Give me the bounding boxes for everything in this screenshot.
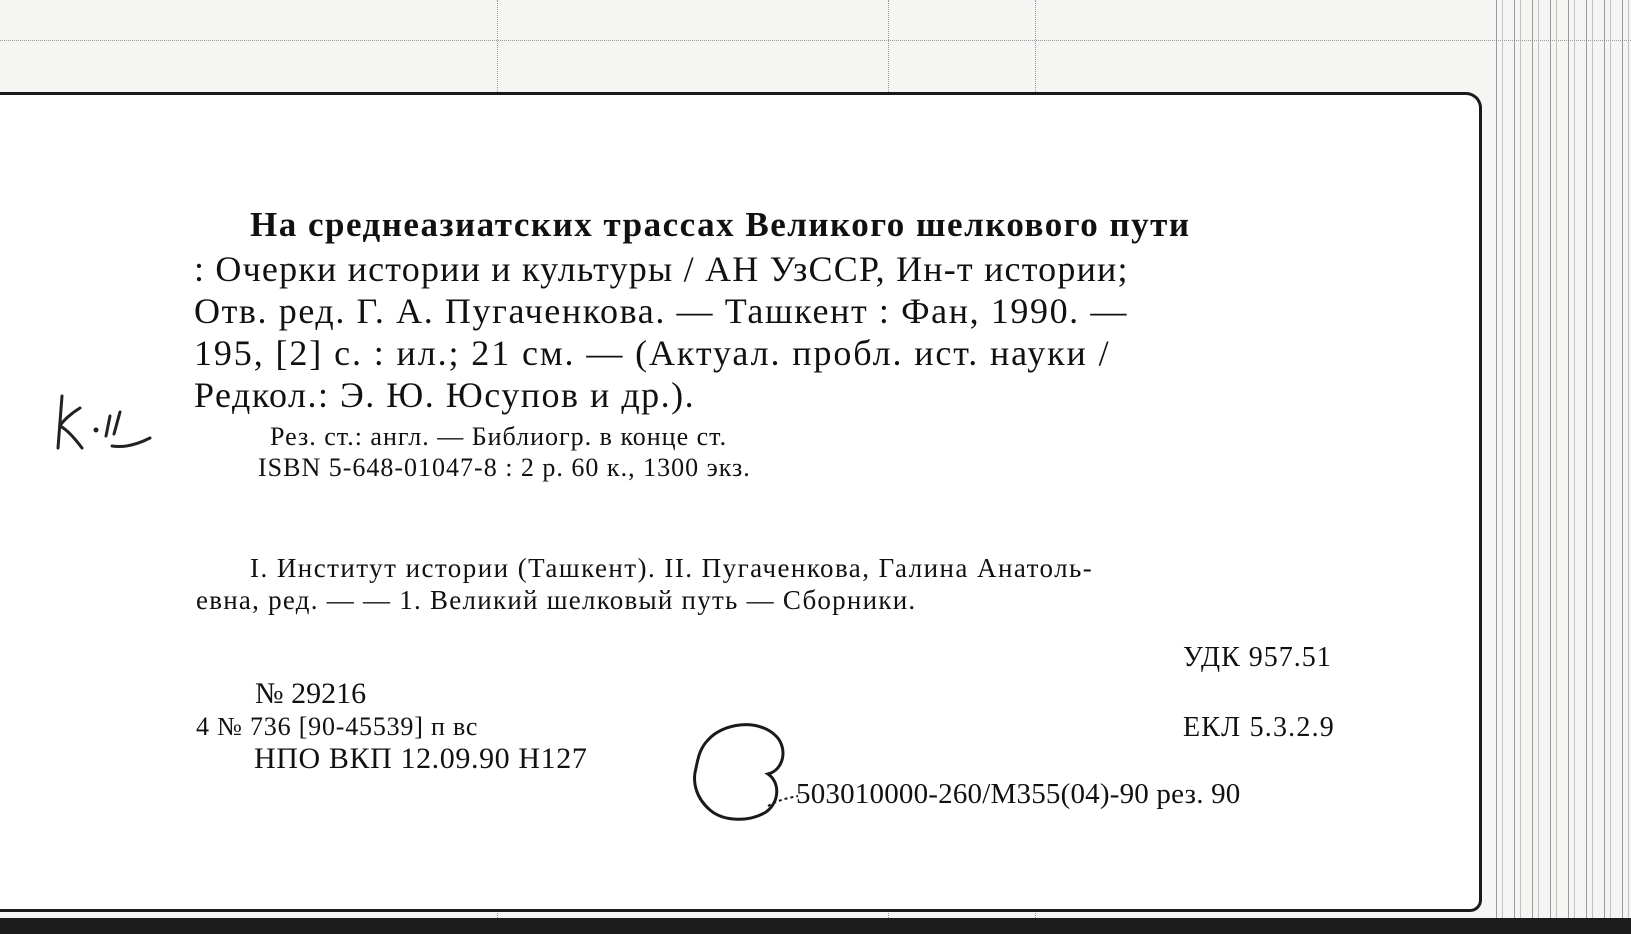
ekl-code: ЕКЛ 5.3.2.9 bbox=[1183, 712, 1335, 743]
subject-line: евна, ред. — — 1. Великий шелковый путь — Сборники. bbox=[196, 585, 917, 615]
description-line: : Очерки истории и культуры / АН УзССР, Ин-т истории; bbox=[194, 249, 1129, 289]
stamp-circle-icon bbox=[688, 718, 800, 824]
note-line: Рез. ст.: англ. — Библиогр. в конце ст. bbox=[270, 422, 728, 451]
handwritten-mark-icon bbox=[52, 388, 162, 458]
scan-dotted-line bbox=[0, 40, 1631, 41]
book-title: На среднеазиатских трассах Великого шелкового пути bbox=[250, 205, 1191, 244]
scan-bottom-edge bbox=[0, 918, 1631, 934]
subject-line: I. Институт истории (Ташкент). II. Пугаченкова, Галина Анатоль- bbox=[250, 553, 1094, 583]
description-line: Редкол.: Э. Ю. Юсупов и др.). bbox=[194, 375, 696, 415]
description-line: 195, [2] с. : ил.; 21 см. — (Актуал. пробл. ист. науки / bbox=[194, 333, 1111, 373]
card-stack-edges bbox=[1491, 0, 1631, 934]
udk-code: УДК 957.51 bbox=[1183, 642, 1332, 673]
card-number: № 29216 bbox=[255, 677, 367, 710]
catalog-code: 503010000-260/М355(04)-90 рез. 90 bbox=[796, 778, 1241, 810]
isbn-line: ISBN 5-648-01047-8 : 2 р. 60 к., 1300 экз. bbox=[258, 453, 751, 482]
order-number: 4 № 736 [90-45539] п вс bbox=[196, 712, 479, 741]
npo-line: НПО ВКП 12.09.90 Н127 bbox=[254, 742, 588, 775]
description-line: Отв. ред. Г. А. Пугаченкова. — Ташкент : Фан, 1990. — bbox=[194, 291, 1128, 331]
